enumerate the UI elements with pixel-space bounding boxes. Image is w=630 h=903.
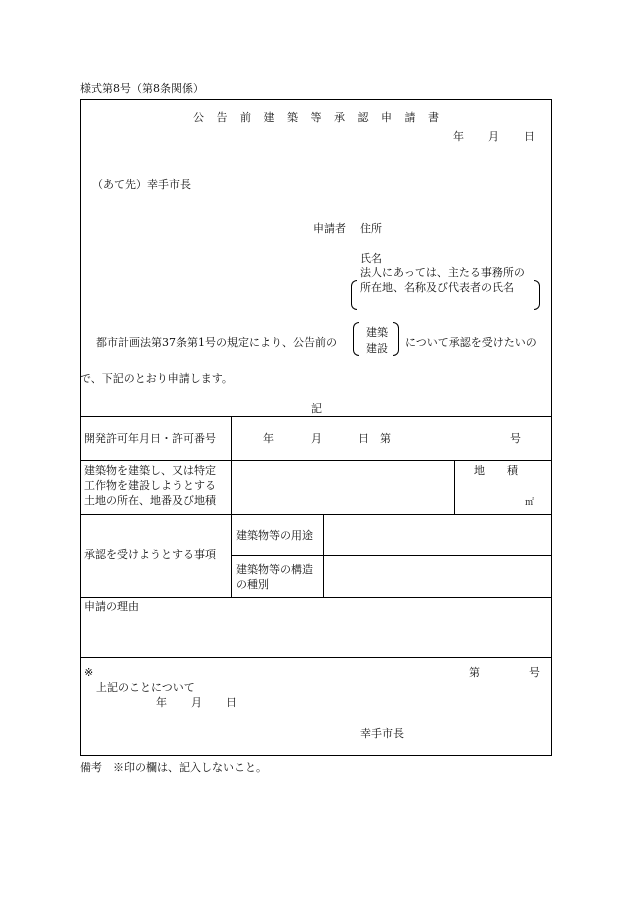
use-label: 建築物等の用途 (236, 529, 313, 542)
official-mark: ※ (84, 666, 94, 679)
choice-left-paren (353, 322, 359, 356)
rule-line (80, 460, 552, 461)
permit-year: 年 (263, 432, 274, 445)
body-text-before: 都市計画法第37条第1号の規定により、公告前の (96, 336, 337, 349)
area-unit: ㎡ (525, 498, 535, 508)
left-paren (351, 280, 357, 310)
location-label-1: 建築物を建築し、又は特定 (84, 464, 216, 477)
rule-line (80, 514, 552, 515)
rule-line (323, 514, 324, 597)
official-go: 号 (529, 666, 540, 679)
permit-day: 日 (358, 432, 369, 445)
choice-right-paren (393, 322, 399, 356)
corp-note-line2: 所在地、名称及び代表者の氏名 (360, 281, 514, 294)
rule-line (231, 416, 232, 597)
rule-line (80, 657, 552, 658)
permit-dai: 第 (380, 432, 391, 445)
approval-label: 承認を受けようとする事項 (84, 548, 216, 561)
date-month: 月 (488, 130, 499, 143)
choice-kenchiku: 建築 (366, 326, 388, 339)
body-text-after: について承認を受けたいの (405, 336, 537, 349)
location-label-3: 土地の所在、地番及び地積 (84, 494, 216, 507)
structure-label-2: の種別 (236, 578, 269, 591)
right-paren (534, 280, 540, 310)
rule-line (80, 416, 552, 417)
corp-note-line1: 法人にあっては、主たる事務所の (360, 266, 525, 279)
official-day: 日 (226, 696, 237, 709)
address-label: 住所 (360, 222, 382, 235)
form-number: 様式第8号（第8条関係） (80, 82, 204, 95)
choice-kensetsu: 建設 (366, 342, 388, 355)
rule-line (454, 460, 455, 514)
location-label-2: 工作物を建設しようとする (84, 479, 216, 492)
area-label: 地 積 (474, 464, 518, 477)
rule-line (231, 555, 552, 556)
applicant-label: 申請者 (313, 222, 346, 235)
structure-label-1: 建築物等の構造 (236, 563, 313, 576)
official-signer: 幸手市長 (360, 727, 404, 740)
rule-line (80, 597, 552, 598)
name-label: 氏名 (360, 252, 382, 265)
remarks: 備考 ※印の欄は、記入しないこと。 (80, 761, 267, 774)
official-line1: 上記のことについて (96, 681, 195, 694)
addressee: （あて先）幸手市長 (92, 178, 191, 191)
permit-go: 号 (510, 432, 521, 445)
ki-label: 記 (311, 402, 322, 415)
date-day: 日 (524, 130, 535, 143)
date-year: 年 (453, 130, 464, 143)
official-year: 年 (156, 696, 167, 709)
permit-label: 開発許可年月日・許可番号 (84, 432, 216, 445)
permit-month: 月 (311, 432, 322, 445)
official-dai: 第 (469, 666, 480, 679)
reason-label: 申請の理由 (84, 600, 139, 613)
body-text-line2: で、下記のとおり申請します。 (80, 372, 233, 385)
form-title: 公告前建築等承認申請書 (193, 111, 452, 124)
official-month: 月 (191, 696, 202, 709)
